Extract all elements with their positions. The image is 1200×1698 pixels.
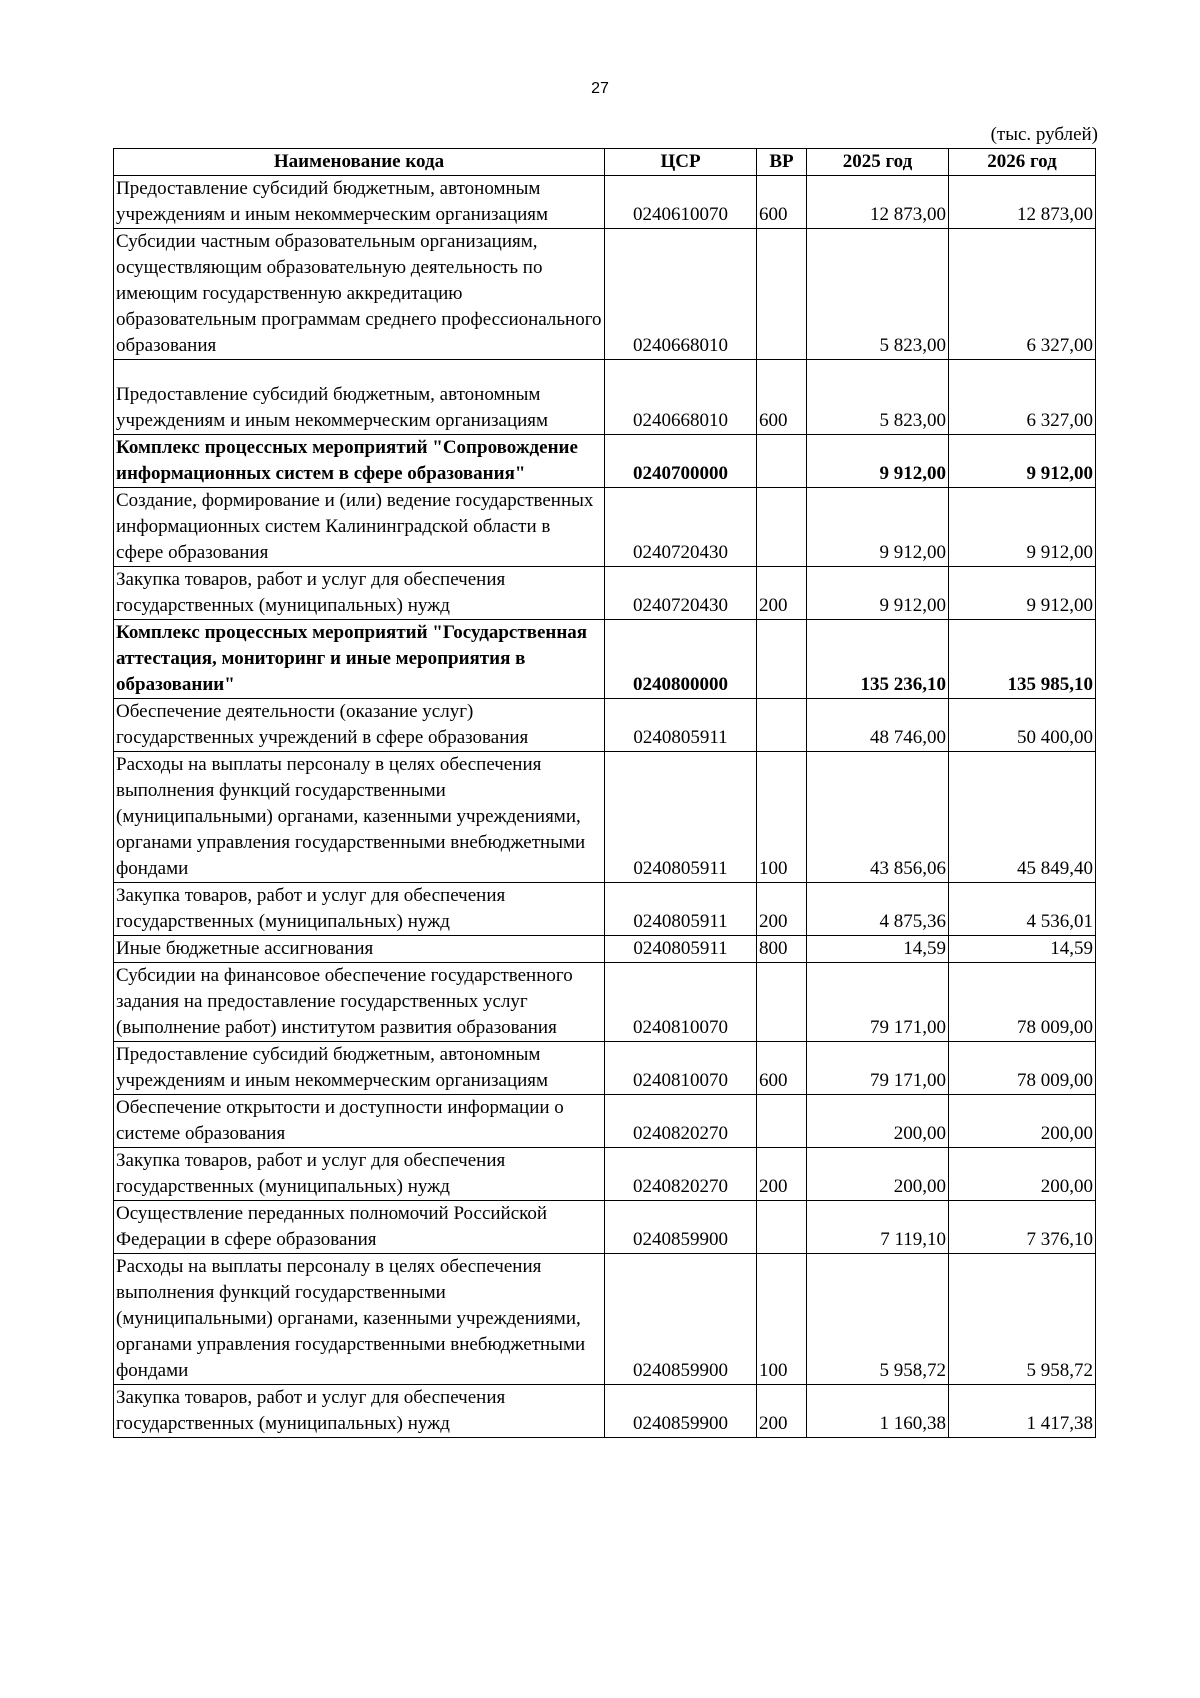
cell-csr: 0240805911 xyxy=(605,883,757,936)
cell-vr: 200 xyxy=(757,1148,807,1201)
cell-vr xyxy=(757,963,807,1042)
header-row xyxy=(114,149,1096,176)
cell-vr: 200 xyxy=(757,1385,807,1438)
cell-name: Комплекс процессных мероприятий "Сопровождение информационных систем в сфере образования" xyxy=(114,435,605,488)
cell-y2025: 14,59 xyxy=(807,936,949,963)
cell-csr: 0240820270 xyxy=(605,1148,757,1201)
cell-y2025: 135 236,10 xyxy=(807,620,949,699)
cell-csr: 0240859900 xyxy=(605,1385,757,1438)
cell-name: Закупка товаров, работ и услуг для обеспечения государственных (муниципальных) нужд xyxy=(114,1148,605,1201)
cell-csr: 0240859900 xyxy=(605,1254,757,1385)
cell-y2026: 5 958,72 xyxy=(949,1254,1096,1385)
table-row xyxy=(114,1385,1096,1438)
cell-y2025: 200,00 xyxy=(807,1095,949,1148)
cell-name: Предоставление субсидий бюджетным, автономным учреждениям и иным некоммерческим организациям xyxy=(114,1042,605,1095)
cell-name: Предоставление субсидий бюджетным, автономным учреждениям и иным некоммерческим организациям xyxy=(114,176,605,229)
table-row xyxy=(114,1095,1096,1148)
cell-csr: 0240805911 xyxy=(605,752,757,883)
cell-name: Создание, формирование и (или) ведение государственных информационных систем Калининградской области в сфере образования xyxy=(114,488,605,567)
cell-y2026: 12 873,00 xyxy=(949,176,1096,229)
cell-name: Осуществление переданных полномочий Российской Федерации в сфере образования xyxy=(114,1201,605,1254)
cell-y2025: 79 171,00 xyxy=(807,1042,949,1095)
cell-csr: 0240810070 xyxy=(605,1042,757,1095)
table-row xyxy=(114,883,1096,936)
cell-csr: 0240805911 xyxy=(605,936,757,963)
table-row xyxy=(114,360,1096,435)
cell-csr: 0240805911 xyxy=(605,699,757,752)
cell-name: Обеспечение открытости и доступности информации о системе образования xyxy=(114,1095,605,1148)
table-row xyxy=(114,435,1096,488)
cell-vr: 600 xyxy=(757,360,807,435)
cell-y2026: 9 912,00 xyxy=(949,435,1096,488)
cell-vr xyxy=(757,1201,807,1254)
cell-name: Закупка товаров, работ и услуг для обеспечения государственных (муниципальных) нужд xyxy=(114,1385,605,1438)
table-row xyxy=(114,963,1096,1042)
header-2026: 2026 год xyxy=(949,149,1096,176)
table-row xyxy=(114,752,1096,883)
cell-name: Комплекс процессных мероприятий "Государственная аттестация, мониторинг и иные мероприятия в образовании" xyxy=(114,620,605,699)
table-row xyxy=(114,1042,1096,1095)
cell-y2026: 7 376,10 xyxy=(949,1201,1096,1254)
cell-y2026: 50 400,00 xyxy=(949,699,1096,752)
cell-name: Закупка товаров, работ и услуг для обеспечения государственных (муниципальных) нужд xyxy=(114,883,605,936)
cell-vr: 600 xyxy=(757,176,807,229)
table-row xyxy=(114,567,1096,620)
table-row xyxy=(114,176,1096,229)
table-row xyxy=(114,1201,1096,1254)
cell-name: Расходы на выплаты персоналу в целях обеспечения выполнения функций государственными (муниципальными) органами, казенными учреждениями, органами управления государственными внебюджетными фондами xyxy=(114,1254,605,1385)
cell-y2025: 9 912,00 xyxy=(807,567,949,620)
cell-vr xyxy=(757,435,807,488)
cell-csr: 0240720430 xyxy=(605,567,757,620)
table-row xyxy=(114,699,1096,752)
cell-vr xyxy=(757,1095,807,1148)
header-name: Наименование кода xyxy=(114,149,605,176)
cell-y2025: 79 171,00 xyxy=(807,963,949,1042)
budget-table xyxy=(113,148,1096,1438)
cell-y2026: 9 912,00 xyxy=(949,488,1096,567)
cell-csr: 0240700000 xyxy=(605,435,757,488)
cell-y2025: 12 873,00 xyxy=(807,176,949,229)
cell-y2025: 4 875,36 xyxy=(807,883,949,936)
cell-y2026: 135 985,10 xyxy=(949,620,1096,699)
table-row xyxy=(114,620,1096,699)
cell-y2025: 5 823,00 xyxy=(807,229,949,360)
cell-y2026: 1 417,38 xyxy=(949,1385,1096,1438)
cell-csr: 0240668010 xyxy=(605,360,757,435)
cell-y2026: 6 327,00 xyxy=(949,229,1096,360)
cell-vr: 200 xyxy=(757,883,807,936)
cell-vr: 100 xyxy=(757,1254,807,1385)
cell-y2026: 200,00 xyxy=(949,1095,1096,1148)
cell-y2026: 200,00 xyxy=(949,1148,1096,1201)
table-row xyxy=(114,488,1096,567)
cell-name: Субсидии на финансовое обеспечение государственного задания на предоставление государственных услуг (выполнение работ) институтом развития образования xyxy=(114,963,605,1042)
cell-vr: 800 xyxy=(757,936,807,963)
table-row xyxy=(114,1148,1096,1201)
cell-csr: 0240810070 xyxy=(605,963,757,1042)
cell-vr: 100 xyxy=(757,752,807,883)
cell-y2026: 78 009,00 xyxy=(949,963,1096,1042)
table-row xyxy=(114,229,1096,360)
cell-y2025: 200,00 xyxy=(807,1148,949,1201)
cell-csr: 0240859900 xyxy=(605,1201,757,1254)
table-row xyxy=(114,936,1096,963)
cell-y2026: 14,59 xyxy=(949,936,1096,963)
table-body xyxy=(114,176,1096,1438)
cell-csr: 0240820270 xyxy=(605,1095,757,1148)
page-number: 27 xyxy=(591,80,609,97)
cell-vr xyxy=(757,488,807,567)
cell-y2025: 43 856,06 xyxy=(807,752,949,883)
cell-name: Предоставление субсидий бюджетным, автономным учреждениям и иным некоммерческим организациям xyxy=(114,360,605,435)
units-label: (тыс. рублей) xyxy=(990,124,1098,145)
cell-name: Закупка товаров, работ и услуг для обеспечения государственных (муниципальных) нужд xyxy=(114,567,605,620)
cell-name: Субсидии частным образовательным организациям, осуществляющим образовательную деятельность по имеющим государственную аккредитацию образовательным программам среднего профессионального образования xyxy=(114,229,605,360)
cell-y2026: 45 849,40 xyxy=(949,752,1096,883)
cell-y2026: 9 912,00 xyxy=(949,567,1096,620)
header-vr: ВР xyxy=(757,149,807,176)
cell-csr: 0240668010 xyxy=(605,229,757,360)
cell-csr: 0240800000 xyxy=(605,620,757,699)
cell-y2025: 9 912,00 xyxy=(807,488,949,567)
cell-y2025: 5 958,72 xyxy=(807,1254,949,1385)
cell-y2025: 7 119,10 xyxy=(807,1201,949,1254)
cell-name: Расходы на выплаты персоналу в целях обеспечения выполнения функций государственными (муниципальными) органами, казенными учреждениями, органами управления государственными внебюджетными фондами xyxy=(114,752,605,883)
cell-y2026: 78 009,00 xyxy=(949,1042,1096,1095)
cell-name: Обеспечение деятельности (оказание услуг) государственных учреждений в сфере образования xyxy=(114,699,605,752)
cell-csr: 0240720430 xyxy=(605,488,757,567)
header-2025: 2025 год xyxy=(807,149,949,176)
cell-y2025: 48 746,00 xyxy=(807,699,949,752)
cell-name: Иные бюджетные ассигнования xyxy=(114,936,605,963)
cell-vr xyxy=(757,229,807,360)
cell-y2025: 5 823,00 xyxy=(807,360,949,435)
cell-vr: 200 xyxy=(757,567,807,620)
table-row xyxy=(114,1254,1096,1385)
table-header xyxy=(114,149,1096,176)
cell-y2025: 9 912,00 xyxy=(807,435,949,488)
header-csr: ЦСР xyxy=(605,149,757,176)
cell-y2025: 1 160,38 xyxy=(807,1385,949,1438)
cell-vr xyxy=(757,620,807,699)
cell-csr: 0240610070 xyxy=(605,176,757,229)
cell-y2026: 6 327,00 xyxy=(949,360,1096,435)
cell-vr: 600 xyxy=(757,1042,807,1095)
cell-y2026: 4 536,01 xyxy=(949,883,1096,936)
cell-vr xyxy=(757,699,807,752)
